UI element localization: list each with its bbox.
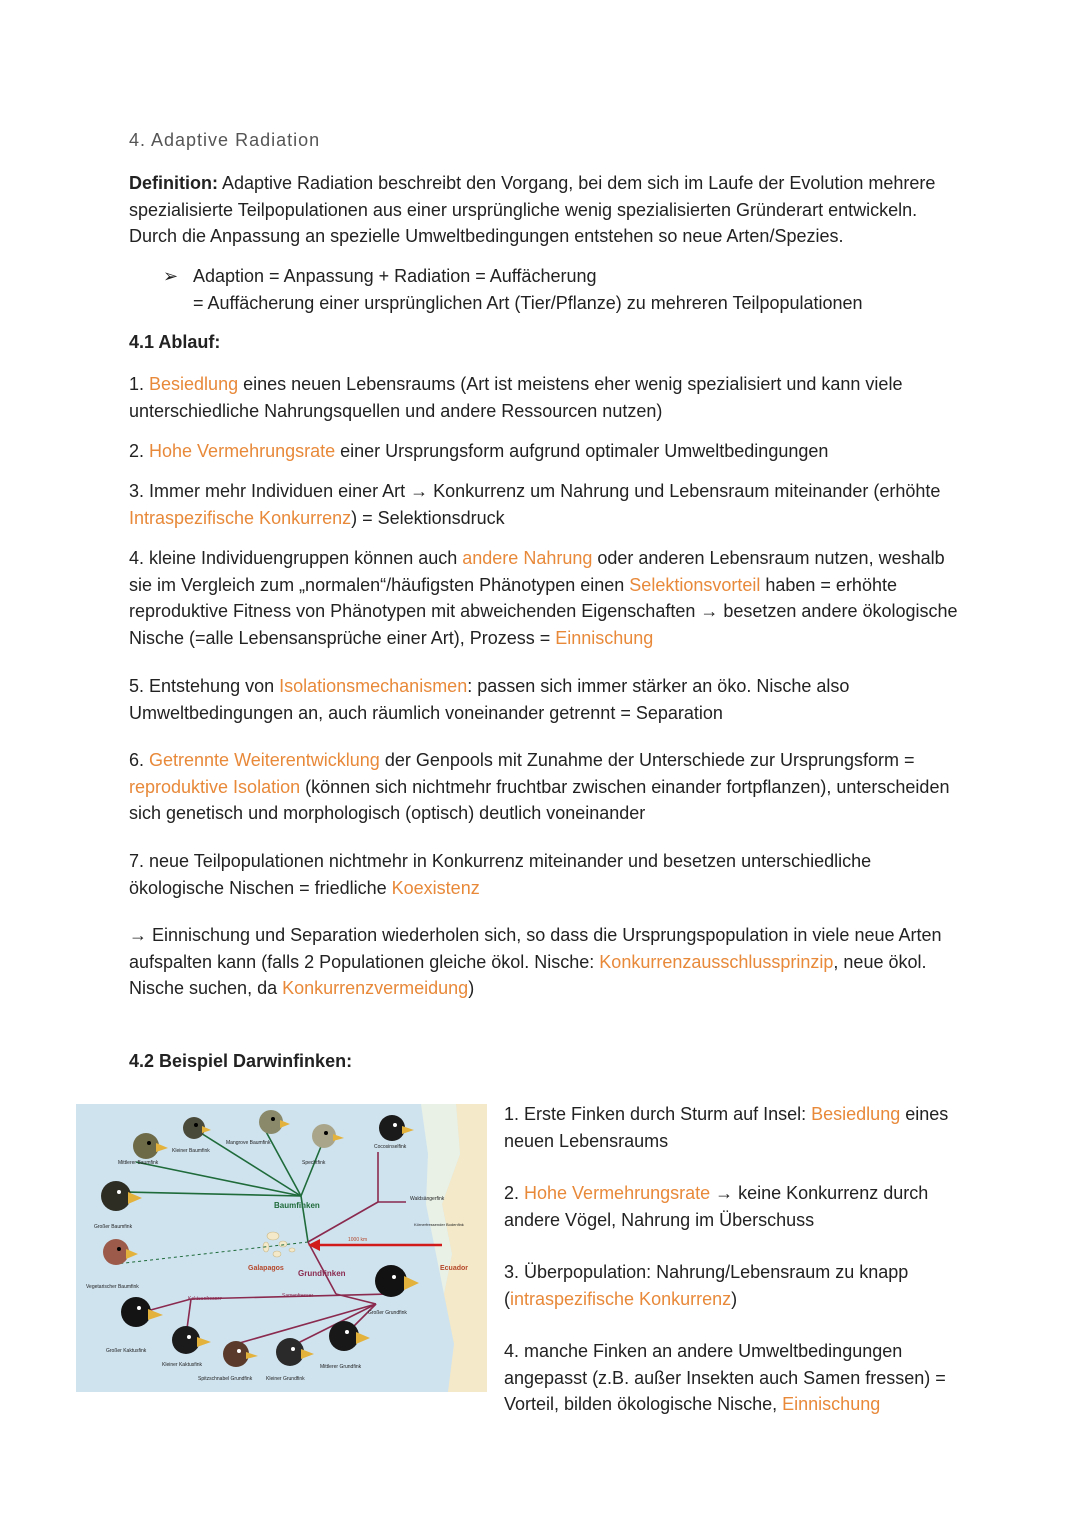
step-7-pre: 7. neue Teilpopulationen nichtmehr in Konkurrenz miteinander und besetzen unterschiedliche ökologische Nischen = friedliche <box>129 851 872 898</box>
definition-paragraph <box>129 170 959 250</box>
step-6-mid: der Genpools mit Zunahme der Unterschiede zur Ursprungsform = <box>379 750 915 770</box>
step-4-a: 4. kleine Individuengruppen können auch <box>129 548 463 568</box>
step-6 <box>129 747 959 827</box>
label-vegetarischer: Vegetarischer Baumfink <box>86 1284 139 1290</box>
step-1-post: eines neuen Lebensraums (Art ist meistens eher wenig spezialisiert und kann viele unterschiedliche Nahrungsquellen und andere Ressourcen nutzen) <box>129 374 903 421</box>
step-5-post: : passen sich immer stärker an öko. Nische also Umweltbedingungen an, auch räumlich voneinander getrennt = Separation <box>129 676 850 723</box>
label-kleiner-baumfink: Kleiner Baumfink <box>172 1148 210 1154</box>
section-title: 4. Adaptive Radiation <box>129 130 321 150</box>
step-2-pre: 2. <box>129 441 150 461</box>
step-2-highlight: Hohe Vermehrungsrate <box>149 441 336 461</box>
finches-diagram <box>76 1104 487 1392</box>
label-grosser-grundfink: Großer Grundfink <box>368 1310 407 1316</box>
label-cocos: Cocosinselfink <box>374 1144 407 1150</box>
step-1 <box>129 371 959 424</box>
step-5-pre: 5. Entstehung von <box>129 676 280 696</box>
summary-mid: , neue ökol. Nische suchen, da <box>129 951 927 998</box>
step-3-highlight: Intraspezifische Konkurrenz <box>129 507 352 528</box>
finch-step-4 <box>504 1338 964 1418</box>
step-1-pre: 1. <box>129 374 150 394</box>
step-6-post: (können sich nichtmehr fruchtbar zwischen einander fortpflanzen), unterscheiden sich genetisch und morphologisch (optisch) deutlich voneinander <box>129 776 950 823</box>
step-2-post: einer Ursprungsform aufgrund optimaler Umweltbedingungen <box>335 441 829 461</box>
finch-step-3 <box>504 1259 964 1312</box>
finch-step-1-highlight: Besiedlung <box>811 1104 901 1124</box>
finch-step-1-post: eines neuen Lebensraums <box>504 1104 949 1151</box>
finch-step-1 <box>504 1101 964 1154</box>
label-mittlerer-grundfink: Mittlerer Grundfink <box>320 1364 362 1370</box>
step-1-highlight: Besiedlung <box>149 374 239 394</box>
step-7 <box>129 848 959 901</box>
label-waldsaenger: Waldsängerfink <box>410 1196 445 1202</box>
step-4 <box>129 545 959 651</box>
label-kakteenfresser: Kakteenfresser <box>188 1296 222 1302</box>
finch-step-3-post: ) <box>731 1288 738 1309</box>
bullet-text <box>193 263 953 316</box>
step-5 <box>129 673 959 726</box>
step-2 <box>129 438 959 465</box>
finch-step-2-pre: 2. <box>504 1183 525 1203</box>
summary-highlight-1: Konkurrenzausschlussprinzip <box>599 951 834 972</box>
step-3-post: ) = Selektionsdruck <box>351 507 505 528</box>
step-7-highlight: Koexistenz <box>391 877 480 898</box>
label-spitzschnabel: Spitzschnabel Grundfink <box>198 1376 253 1382</box>
label-mangrove: Mangrove Baumfink <box>226 1140 271 1146</box>
definition-text: Adaptive Radiation beschreibt den Vorgang, bei dem sich im Laufe der Evolution mehrere spezialisierte Teilpopulationen aus einer ursprüngliche wenig spezialisierten Gründerart entwickeln. Durch die Anpassung an spezielle Umweltbedingungen entstehen so neue Arten/Spezies. <box>129 173 936 246</box>
darwin-finches-figure <box>76 1104 487 1392</box>
label-spechtfink: Spechtfink <box>302 1160 326 1166</box>
step-4-c: haben = erhöhte reproduktive Fitness von Phänotypen mit abweichenden Eigenschaften → besetzen andere ökologische Nische (=alle Lebensansprüche einer Art), Prozess = <box>129 574 958 648</box>
bullet-line-2: = Auffächerung einer ursprünglichen Art (Tier/Pflanze) zu mehreren Teilpopulationen <box>193 292 863 313</box>
subsection-ablauf-heading: 4.1 Ablauf: <box>129 332 221 352</box>
step-3 <box>129 478 959 531</box>
label-grosser-kaktusfink: Großer Kaktusfink <box>106 1348 147 1354</box>
step-4-highlight-1: andere Nahrung <box>462 548 593 568</box>
bullet-line-1: Adaption = Anpassung + Radiation = Auffächerung <box>193 266 597 286</box>
finch-step-3-pre: 3. Überpopulation: Nahrung/Lebensraum zu knapp ( <box>504 1262 909 1309</box>
step-4-highlight-3: Einnischung <box>555 627 654 648</box>
step-5-highlight: Isolationsmechanismen <box>279 676 468 696</box>
label-kleiner-kaktusfink: Kleiner Kaktusfink <box>162 1362 203 1368</box>
summary-pre: → Einnischung und Separation wiederholen sich, so dass die Ursprungspopulation in viele neue Arten aufspalten kann (falls 2 Populationen gleiche ökol. Nische: <box>129 925 942 972</box>
step-4-highlight-2: Selektionsvorteil <box>629 574 761 595</box>
step-6-highlight-1: Getrennte Weiterentwicklung <box>149 750 380 770</box>
summary-paragraph <box>129 922 959 1002</box>
label-grosser-baumfink: Großer Baumfink <box>94 1224 133 1230</box>
label-kleiner-grundfink: Kleiner Grundfink <box>266 1376 305 1382</box>
label-ecuador: Ecuador <box>440 1265 469 1272</box>
label-koernerfresser: Körnerfressender Bodenfink <box>414 1222 464 1227</box>
arrow-bullet-icon: ➢ <box>163 266 179 286</box>
label-mittlerer-baumfink: Mittlerer Baumfink <box>118 1160 159 1166</box>
step-6-highlight-2: reproduktive Isolation <box>129 776 301 797</box>
step-3-pre: 3. Immer mehr Individuen einer Art → Konkurrenz um Nahrung und Lebensraum miteinander (erhöhte <box>129 481 941 501</box>
definition-label: Definition: <box>129 173 218 193</box>
finch-step-4-pre: 4. manche Finken an andere Umweltbedingungen angepasst (z.B. außer Insekten auch Samen fressen) = Vorteil, bilden ökologische Nische, <box>504 1341 946 1414</box>
finch-step-3-highlight: intraspezifische Konkurrenz <box>510 1288 732 1309</box>
label-galapagos: Galapagos <box>248 1265 284 1272</box>
finch-step-4-highlight: Einnischung <box>782 1394 881 1414</box>
subsection-darwinfinken-heading: 4.2 Beispiel Darwinfinken: <box>129 1051 353 1071</box>
label-samenfresser: Samenfresser <box>282 1293 314 1299</box>
step-4-b: oder anderen Lebensraum nutzen, weshalb sie im Vergleich zum „normalen“/häufigsten Phänotypen einen <box>129 548 945 595</box>
step-6-pre: 6. <box>129 750 150 770</box>
finch-step-2-post: → keine Konkurrenz durch andere Vögel, Nahrung im Überschuss <box>504 1183 929 1230</box>
summary-highlight-2: Konkurrenzvermeidung <box>282 978 469 998</box>
label-grundfinken: Grundfinken <box>298 1269 346 1278</box>
label-baumfinken: Baumfinken <box>274 1201 320 1210</box>
finch-step-2-highlight: Hohe Vermehrungsrate <box>524 1183 711 1203</box>
finch-step-2 <box>504 1180 964 1233</box>
finch-step-1-pre: 1. Erste Finken durch Sturm auf Insel: <box>504 1104 812 1124</box>
label-distance: 1000 km <box>348 1237 368 1243</box>
summary-post: ) <box>468 978 475 998</box>
